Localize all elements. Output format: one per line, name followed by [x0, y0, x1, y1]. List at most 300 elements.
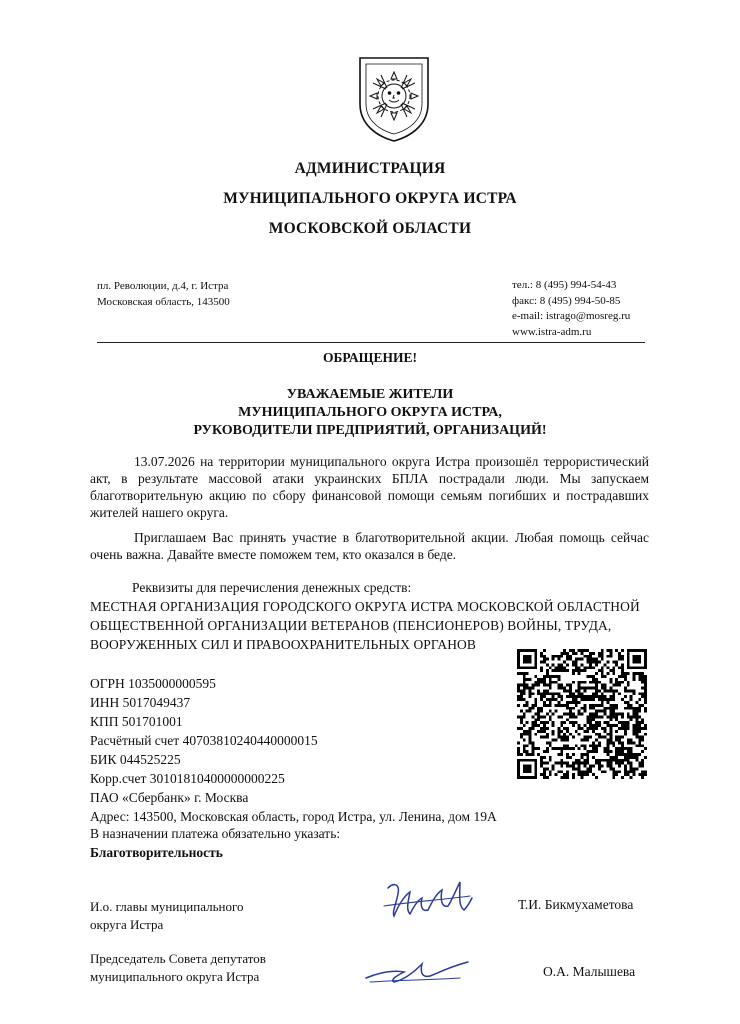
address-line-2: Московская область, 143500	[97, 296, 230, 308]
qr-module	[592, 652, 595, 655]
qr-module	[578, 684, 581, 687]
qr-module	[630, 756, 633, 759]
qr-finder-pattern	[517, 776, 537, 779]
qr-module	[549, 741, 552, 744]
qr-module	[563, 713, 566, 716]
qr-module	[638, 678, 641, 681]
qr-module	[583, 753, 586, 756]
qr-module	[618, 692, 621, 695]
qr-module	[549, 718, 552, 721]
requisites-list	[90, 674, 497, 826]
qr-module	[575, 658, 578, 661]
qr-module	[627, 773, 630, 776]
qr-module	[607, 724, 610, 727]
qr-finder-pattern	[627, 666, 647, 669]
qr-module	[595, 724, 598, 727]
qr-module	[592, 765, 595, 768]
qr-module	[615, 661, 618, 664]
qr-module	[581, 698, 584, 701]
qr-module	[604, 727, 607, 730]
qr-module	[543, 727, 546, 730]
qr-module	[540, 721, 543, 724]
body-paragraph-2: Приглашаем Вас принять участие в благотворительной акции. Любая помощь сейчас очень важна. Давайте вместе поможем тем, кто оказался в беде.	[90, 530, 649, 562]
signatory-1-name: Т.И. Бикмухаметова	[518, 897, 634, 912]
qr-module	[644, 773, 647, 776]
qr-module	[555, 681, 558, 684]
requisites-title: Реквизиты для перечисления денежных средств:	[132, 580, 412, 595]
qr-module	[612, 744, 615, 747]
qr-module	[635, 718, 638, 721]
qr-module	[566, 658, 569, 661]
qr-module	[552, 733, 555, 736]
qr-module	[534, 713, 537, 716]
qr-module	[523, 689, 526, 692]
qr-module	[607, 698, 610, 701]
qr-module	[604, 730, 607, 733]
qr-module	[609, 655, 612, 658]
qr-module	[592, 704, 595, 707]
qr-module	[641, 727, 644, 730]
qr-module	[638, 753, 641, 756]
qr-module	[624, 724, 627, 727]
qr-module	[627, 724, 630, 727]
qr-module	[557, 715, 560, 718]
qr-module	[526, 753, 529, 756]
qr-module	[578, 724, 581, 727]
qr-module	[546, 736, 549, 739]
qr-module	[549, 759, 552, 762]
qr-module	[615, 773, 618, 776]
qr-module	[546, 669, 549, 672]
qr-module	[557, 770, 560, 773]
qr-module	[540, 681, 543, 684]
qr-module	[641, 765, 644, 768]
qr-module	[546, 767, 549, 770]
qr-module	[543, 655, 546, 658]
qr-module	[618, 753, 621, 756]
qr-module	[569, 721, 572, 724]
qr-module	[604, 689, 607, 692]
qr-module	[557, 701, 560, 704]
qr-module	[578, 681, 581, 684]
qr-module	[592, 666, 595, 669]
qr-module	[566, 736, 569, 739]
qr-module	[644, 681, 647, 684]
qr-module	[586, 739, 589, 742]
qr-module	[583, 707, 586, 710]
qr-module	[621, 666, 624, 669]
qr-module	[566, 756, 569, 759]
qr-module	[517, 753, 520, 756]
qr-module	[581, 762, 584, 765]
qr-module	[609, 739, 612, 742]
qr-module	[586, 687, 589, 690]
qr-module	[563, 733, 566, 736]
qr-module	[566, 669, 569, 672]
qr-module	[627, 672, 630, 675]
qr-module	[638, 692, 641, 695]
qr-module	[615, 684, 618, 687]
qr-module	[572, 692, 575, 695]
qr-module	[523, 713, 526, 716]
qr-module	[607, 741, 610, 744]
qr-module	[546, 750, 549, 753]
qr-module	[523, 744, 526, 747]
qr-module	[618, 655, 621, 658]
qr-module	[560, 715, 563, 718]
qr-module	[609, 759, 612, 762]
qr-module	[546, 663, 549, 666]
qr-module	[555, 710, 558, 713]
qr-module	[607, 672, 610, 675]
qr-module	[633, 773, 636, 776]
qr-module	[520, 692, 523, 695]
organization-name: МЕСТНАЯ ОРГАНИЗАЦИЯ ГОРОДСКОГО ОКРУГА ИСТРА МОСКОВСКОЙ ОБЛАСТНОЙ ОБЩЕСТВЕННОЙ ОРГАНИЗАЦИИ ВЕТЕРАНОВ (ПЕНСИОНЕРОВ) ВОЙНЫ, ТРУДА, ВООРУЖЕННЫХ СИЛ И ПРАВООХРАНИТЕЛЬНЫХ ОРГАНОВ	[90, 599, 640, 652]
qr-module	[557, 730, 560, 733]
qr-module	[520, 718, 523, 721]
qr-module	[520, 695, 523, 698]
qr-module	[566, 747, 569, 750]
qr-module	[540, 773, 543, 776]
qr-module	[529, 678, 532, 681]
signatory-2-name: О.А. Малышева	[543, 964, 636, 979]
qr-module	[601, 695, 604, 698]
qr-module	[612, 756, 615, 759]
qr-module	[569, 710, 572, 713]
qr-module	[635, 736, 638, 739]
qr-module	[641, 704, 644, 707]
qr-module	[546, 733, 549, 736]
qr-module	[589, 675, 592, 678]
qr-module	[531, 715, 534, 718]
qr-module	[552, 767, 555, 770]
qr-module	[569, 701, 572, 704]
qr-module	[601, 736, 604, 739]
qr-module	[581, 739, 584, 742]
qr-module	[638, 675, 641, 678]
qr-module	[638, 672, 641, 675]
qr-module	[644, 770, 647, 773]
qr-module	[557, 663, 560, 666]
qr-module	[633, 727, 636, 730]
contact-tel: тел.: 8 (495) 994-54-43	[512, 279, 617, 291]
qr-module	[592, 698, 595, 701]
qr-module	[615, 713, 618, 716]
payment-purpose: Благотворительность	[90, 845, 223, 860]
qr-module	[612, 704, 615, 707]
qr-module	[569, 658, 572, 661]
qr-module	[520, 727, 523, 730]
qr-module	[560, 698, 563, 701]
qr-module	[635, 715, 638, 718]
qr-module	[635, 767, 638, 770]
qr-module	[618, 770, 621, 773]
qr-module	[627, 770, 630, 773]
qr-module	[583, 744, 586, 747]
qr-module	[627, 741, 630, 744]
qr-module	[607, 715, 610, 718]
qr-module	[595, 689, 598, 692]
requisite-bik: БИК 044525225	[90, 752, 181, 767]
qr-module	[572, 776, 575, 779]
qr-module	[595, 747, 598, 750]
qr-module	[575, 689, 578, 692]
qr-module	[633, 730, 636, 733]
qr-module	[615, 707, 618, 710]
qr-module	[621, 663, 624, 666]
qr-finder-pattern	[523, 655, 532, 664]
qr-module	[520, 710, 523, 713]
qr-module	[641, 718, 644, 721]
qr-module	[563, 689, 566, 692]
qr-module	[586, 661, 589, 664]
qr-module	[595, 727, 598, 730]
qr-module	[604, 684, 607, 687]
qr-module	[621, 724, 624, 727]
qr-module	[572, 669, 575, 672]
qr-module	[557, 727, 560, 730]
signatory-1-role-line-1: И.о. главы муниципального	[90, 899, 244, 914]
qr-module	[581, 687, 584, 690]
qr-module	[578, 733, 581, 736]
qr-module	[560, 770, 563, 773]
qr-module	[638, 762, 641, 765]
qr-module	[543, 762, 546, 765]
qr-module	[552, 669, 555, 672]
qr-module	[540, 765, 543, 768]
qr-module	[566, 707, 569, 710]
qr-module	[572, 661, 575, 664]
qr-module	[589, 765, 592, 768]
qr-module	[621, 715, 624, 718]
qr-module	[529, 707, 532, 710]
qr-module	[555, 704, 558, 707]
qr-module	[569, 713, 572, 716]
qr-module	[633, 767, 636, 770]
qr-module	[575, 704, 578, 707]
qr-module	[592, 661, 595, 664]
qr-module	[598, 721, 601, 724]
qr-module	[523, 747, 526, 750]
qr-module	[563, 762, 566, 765]
qr-module	[633, 672, 636, 675]
qr-module	[557, 666, 560, 669]
qr-module	[644, 692, 647, 695]
qr-module	[526, 704, 529, 707]
qr-module	[604, 713, 607, 716]
qr-module	[520, 689, 523, 692]
qr-module	[641, 681, 644, 684]
qr-module	[641, 762, 644, 765]
qr-module	[633, 678, 636, 681]
qr-module	[537, 718, 540, 721]
qr-module	[598, 741, 601, 744]
qr-module	[560, 663, 563, 666]
qr-module	[540, 692, 543, 695]
qr-module	[557, 684, 560, 687]
qr-module	[560, 724, 563, 727]
qr-module	[578, 689, 581, 692]
qr-module	[595, 692, 598, 695]
qr-module	[612, 669, 615, 672]
qr-module	[537, 684, 540, 687]
qr-module	[621, 669, 624, 672]
qr-module	[581, 707, 584, 710]
qr-module	[607, 649, 610, 652]
qr-module	[612, 773, 615, 776]
qr-module	[607, 721, 610, 724]
qr-module	[615, 704, 618, 707]
qr-module	[621, 649, 624, 652]
qr-module	[618, 750, 621, 753]
qr-module	[644, 689, 647, 692]
qr-module	[612, 767, 615, 770]
qr-module	[633, 692, 636, 695]
qr-module	[598, 669, 601, 672]
qr-module	[534, 718, 537, 721]
qr-module	[560, 669, 563, 672]
qr-module	[578, 747, 581, 750]
qr-module	[618, 736, 621, 739]
qr-module	[578, 767, 581, 770]
qr-module	[543, 770, 546, 773]
qr-module	[609, 698, 612, 701]
qr-module	[517, 695, 520, 698]
qr-module	[566, 663, 569, 666]
qr-module	[581, 663, 584, 666]
qr-module	[560, 736, 563, 739]
qr-module	[572, 736, 575, 739]
qr-module	[549, 773, 552, 776]
qr-module	[609, 710, 612, 713]
qr-module	[595, 684, 598, 687]
qr-module	[575, 767, 578, 770]
qr-module	[612, 695, 615, 698]
qr-module	[638, 736, 641, 739]
qr-module	[609, 767, 612, 770]
qr-module	[540, 762, 543, 765]
qr-module	[627, 762, 630, 765]
qr-module	[641, 692, 644, 695]
qr-module	[578, 727, 581, 730]
qr-module	[581, 756, 584, 759]
qr-module	[557, 658, 560, 661]
qr-module	[595, 721, 598, 724]
qr-module	[543, 692, 546, 695]
qr-module	[566, 701, 569, 704]
qr-module	[607, 701, 610, 704]
qr-module	[598, 765, 601, 768]
qr-module	[630, 750, 633, 753]
qr-module	[604, 747, 607, 750]
qr-module	[583, 669, 586, 672]
qr-module	[624, 678, 627, 681]
qr-module	[624, 767, 627, 770]
qr-module	[635, 727, 638, 730]
qr-module	[540, 661, 543, 664]
qr-module	[630, 765, 633, 768]
qr-module	[560, 765, 563, 768]
qr-module	[601, 675, 604, 678]
qr-module	[531, 692, 534, 695]
qr-module	[589, 770, 592, 773]
qr-module	[552, 747, 555, 750]
qr-module	[540, 655, 543, 658]
contact-web: www.istra-adm.ru	[512, 325, 592, 338]
qr-module	[589, 707, 592, 710]
contact-email: e-mail: istrago@mosreg.ru	[512, 310, 631, 322]
qr-module	[595, 658, 598, 661]
qr-module	[635, 710, 638, 713]
qr-module	[540, 715, 543, 718]
qr-module	[589, 687, 592, 690]
qr-module	[595, 744, 598, 747]
qr-module	[644, 747, 647, 750]
qr-module	[543, 736, 546, 739]
qr-module	[563, 773, 566, 776]
qr-module	[627, 681, 630, 684]
qr-module	[592, 681, 595, 684]
qr-module	[595, 750, 598, 753]
qr-module	[615, 736, 618, 739]
qr-module	[586, 767, 589, 770]
qr-module	[578, 695, 581, 698]
qr-module	[638, 739, 641, 742]
qr-module	[644, 695, 647, 698]
qr-module	[633, 770, 636, 773]
qr-module	[581, 713, 584, 716]
qr-module	[644, 675, 647, 678]
qr-module	[534, 721, 537, 724]
qr-module	[635, 733, 638, 736]
qr-module	[598, 724, 601, 727]
qr-module	[624, 672, 627, 675]
qr-module	[601, 655, 604, 658]
qr-module	[612, 724, 615, 727]
qr-module	[607, 765, 610, 768]
qr-module	[526, 733, 529, 736]
qr-module	[604, 707, 607, 710]
qr-module	[609, 687, 612, 690]
qr-module	[609, 649, 612, 652]
payment-qr-code	[517, 649, 647, 779]
qr-module	[598, 710, 601, 713]
qr-module	[537, 710, 540, 713]
qr-module	[581, 681, 584, 684]
qr-module	[618, 684, 621, 687]
qr-module	[552, 730, 555, 733]
qr-module	[540, 678, 543, 681]
qr-finder-pattern	[627, 649, 647, 652]
qr-module	[595, 715, 598, 718]
qr-module	[552, 655, 555, 658]
qr-module	[529, 739, 532, 742]
qr-module	[517, 698, 520, 701]
qr-module	[612, 698, 615, 701]
qr-module	[566, 652, 569, 655]
qr-module	[560, 747, 563, 750]
qr-module	[520, 721, 523, 724]
qr-module	[531, 707, 534, 710]
qr-module	[546, 658, 549, 661]
qr-module	[583, 724, 586, 727]
qr-module	[583, 759, 586, 762]
qr-module	[572, 698, 575, 701]
qr-module	[534, 704, 537, 707]
qr-module	[523, 678, 526, 681]
qr-module	[546, 776, 549, 779]
qr-module	[523, 672, 526, 675]
